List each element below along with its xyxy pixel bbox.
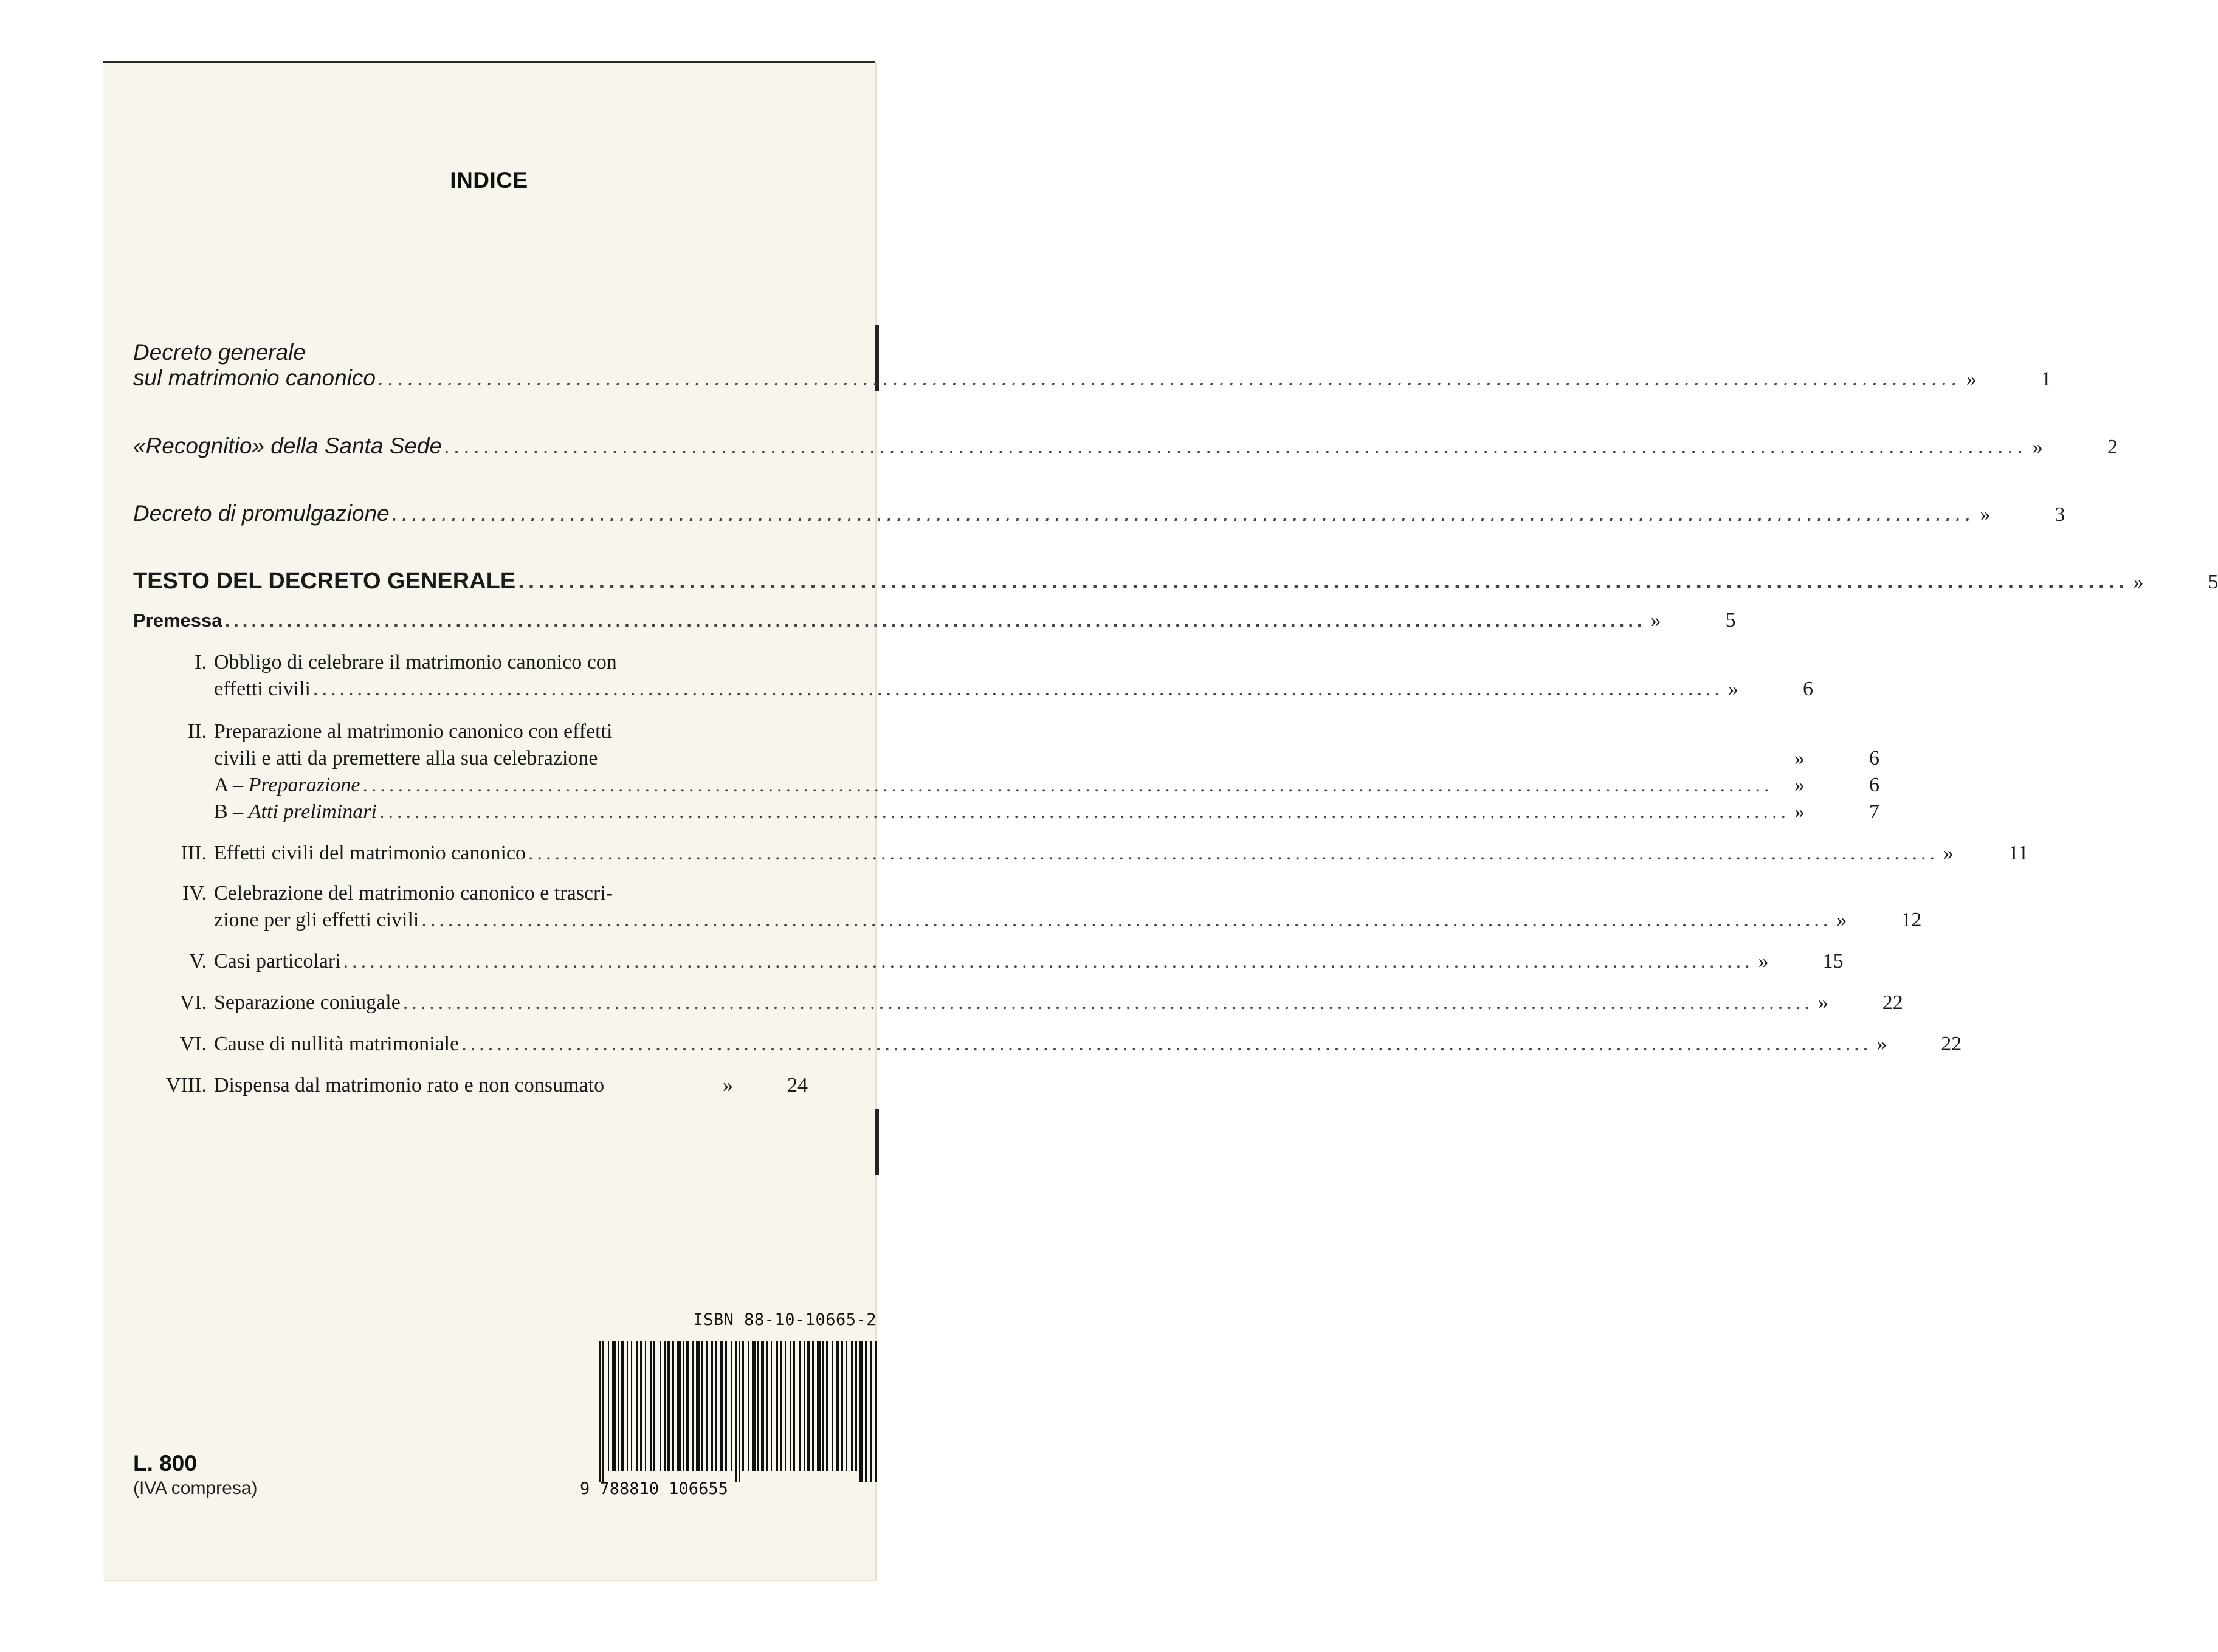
barcode-bar bbox=[832, 1341, 833, 1471]
barcode-bar bbox=[612, 1341, 616, 1471]
barcode-bar bbox=[664, 1341, 666, 1471]
barcode-bar bbox=[636, 1341, 638, 1471]
barcode-bar bbox=[836, 1341, 839, 1471]
page-number: 11 bbox=[2008, 842, 2029, 864]
toc-entry-section-i: I. Obbligo di celebrare il matrimonio canonico con effetti civili ..... » 6 bbox=[133, 649, 808, 703]
barcode-bar bbox=[650, 1341, 652, 1471]
barcode-bar bbox=[785, 1341, 786, 1471]
barcode-bar bbox=[822, 1341, 824, 1471]
page-number: 5 bbox=[2208, 571, 2218, 593]
barcode-bar bbox=[660, 1341, 661, 1471]
barcode-bar bbox=[683, 1341, 684, 1471]
barcode-bar bbox=[735, 1341, 737, 1482]
barcode-bar bbox=[748, 1341, 749, 1471]
leader-dots bbox=[444, 433, 2028, 459]
barcode-bar bbox=[731, 1341, 732, 1471]
barcode bbox=[596, 1341, 879, 1482]
barcode-bar bbox=[653, 1341, 655, 1471]
toc-entry-promulgazione: Decreto di promulgazione ..... » 3 bbox=[133, 501, 808, 526]
page-number: 12 bbox=[1901, 909, 1922, 931]
barcode-bar bbox=[817, 1341, 821, 1471]
leader-dots bbox=[313, 676, 1723, 703]
price-note: (IVA compresa) bbox=[133, 1478, 258, 1498]
toc-entry-recognitio: «Recognitio» della Santa Sede ..... » 2 bbox=[133, 433, 808, 459]
barcode-bar bbox=[739, 1341, 740, 1482]
toc-entry-section-iii: III. Effetti civili del matrimonio canonico ..... » 11 bbox=[133, 840, 808, 867]
barcode-bar bbox=[677, 1341, 681, 1471]
leader-dots bbox=[421, 907, 1831, 934]
barcode-bar bbox=[790, 1341, 791, 1471]
barcode-bar bbox=[799, 1341, 801, 1471]
barcode-bar bbox=[776, 1341, 778, 1471]
toc-entry-section-v: V. Casi particolari ..... » 15 bbox=[133, 948, 808, 975]
leader-dots bbox=[363, 772, 1789, 799]
price: L. 800 bbox=[133, 1451, 197, 1476]
page-number: 3 bbox=[2054, 503, 2065, 526]
page-number: 6 bbox=[1868, 774, 1879, 796]
page-number: 5 bbox=[1725, 609, 1736, 632]
leader-dots bbox=[225, 610, 1646, 632]
page-number: 6 bbox=[1868, 747, 1879, 769]
toc-entry-testo: TESTO DEL DECRETO GENERALE ..... » 5 bbox=[133, 568, 808, 594]
page-number: 24 bbox=[787, 1074, 808, 1096]
barcode-digits: 9 788810 106655 bbox=[580, 1479, 728, 1498]
barcode-bar bbox=[720, 1341, 723, 1471]
page-number: 7 bbox=[1868, 800, 1879, 823]
barcode-bar bbox=[851, 1341, 853, 1471]
index-title: INDICE bbox=[450, 168, 528, 193]
barcode-bar bbox=[757, 1341, 759, 1471]
barcode-bar bbox=[608, 1341, 609, 1471]
barcode-bar bbox=[696, 1341, 700, 1471]
toc-subentry-atti-preliminari: B – Atti preliminari ..... » 7 bbox=[214, 799, 1879, 825]
toc-subentry-preparazione: A – Preparazione ..... » 6 bbox=[214, 772, 1879, 799]
book-back-cover bbox=[103, 61, 2218, 1580]
table-of-contents bbox=[133, 340, 2218, 1099]
toc-entry-section-vi-nullita: VI. Cause di nullità matrimoniale ..... » 22 bbox=[133, 1031, 808, 1058]
barcode-bar bbox=[865, 1341, 867, 1482]
leader-dots bbox=[461, 1031, 1872, 1058]
toc-entry-decreto-generale: Decreto generale sul matrimonio canonico ..... » 1 bbox=[133, 340, 808, 405]
toc-entry-premessa: Premessa ..... » 5 bbox=[133, 609, 808, 632]
barcode-bar bbox=[870, 1341, 872, 1482]
toc-entry-section-vi: VI. Separazione coniugale ..... » 22 bbox=[133, 989, 808, 1016]
page-number: 1 bbox=[2041, 368, 2051, 390]
barcode-bar bbox=[771, 1341, 772, 1471]
page-number: 22 bbox=[1882, 991, 1903, 1014]
leader-dots bbox=[518, 568, 2128, 594]
barcode-bar bbox=[855, 1341, 857, 1471]
barcode-bar bbox=[645, 1341, 646, 1471]
barcode-bar bbox=[725, 1341, 727, 1471]
barcode-bar bbox=[875, 1341, 877, 1482]
leader-dots bbox=[528, 840, 1938, 867]
toc-entry-section-ii: II. Preparazione al matrimonio canonico con effetti civili e atti da premettere alla sua celebrazione » 6 A – Preparazione ..... » 6 B – Atti preliminari ..... » 7 bbox=[133, 718, 808, 825]
barcode-bar bbox=[826, 1341, 828, 1471]
page-number: 15 bbox=[1822, 950, 1844, 972]
toc-entry-section-viii: VIII. Dispensa dal matrimonio rato e non consumato » 24 bbox=[133, 1072, 808, 1099]
barcode-bar bbox=[841, 1341, 843, 1471]
barcode-bar bbox=[711, 1341, 713, 1471]
barcode-bar bbox=[627, 1341, 628, 1471]
staple-bottom bbox=[875, 1109, 879, 1175]
barcode-bar bbox=[621, 1341, 624, 1471]
barcode-bar bbox=[701, 1341, 703, 1471]
barcode-bar bbox=[706, 1341, 708, 1471]
barcode-bar bbox=[667, 1341, 670, 1471]
barcode-bar bbox=[807, 1341, 810, 1471]
isbn-number: ISBN 88-10-10665-2 bbox=[693, 1310, 877, 1329]
toc-entry-section-iv: IV. Celebrazione del matrimonio canonico e trascri- zione per gli effetti civili ..... » 12 bbox=[133, 880, 808, 934]
barcode-bar bbox=[752, 1341, 756, 1471]
barcode-bar bbox=[672, 1341, 674, 1471]
barcode-bar bbox=[631, 1341, 632, 1471]
barcode-bar bbox=[602, 1341, 604, 1482]
barcode-bar bbox=[780, 1341, 782, 1471]
barcode-bar bbox=[761, 1341, 764, 1471]
leader-dots bbox=[403, 989, 1813, 1016]
barcode-bar bbox=[686, 1341, 689, 1471]
page-number: 22 bbox=[1941, 1033, 1962, 1055]
barcode-bar bbox=[640, 1341, 642, 1471]
leader-dots bbox=[378, 365, 1961, 391]
leader-dots bbox=[379, 799, 1789, 825]
barcode-bar bbox=[618, 1341, 619, 1471]
barcode-bar bbox=[859, 1341, 863, 1482]
barcode-bar bbox=[804, 1341, 805, 1471]
leader-dots bbox=[392, 501, 1975, 526]
barcode-bar bbox=[812, 1341, 814, 1471]
barcode-bar bbox=[793, 1341, 795, 1471]
page-number: 6 bbox=[1802, 678, 1813, 700]
barcode-bar bbox=[715, 1341, 717, 1471]
barcode-bar bbox=[692, 1341, 694, 1471]
barcode-bar bbox=[766, 1341, 768, 1471]
leader-dots bbox=[343, 948, 1754, 975]
barcode-bar bbox=[599, 1341, 601, 1482]
page-number: 2 bbox=[2107, 436, 2118, 458]
barcode-bar bbox=[742, 1341, 744, 1471]
barcode-bar bbox=[846, 1341, 847, 1471]
